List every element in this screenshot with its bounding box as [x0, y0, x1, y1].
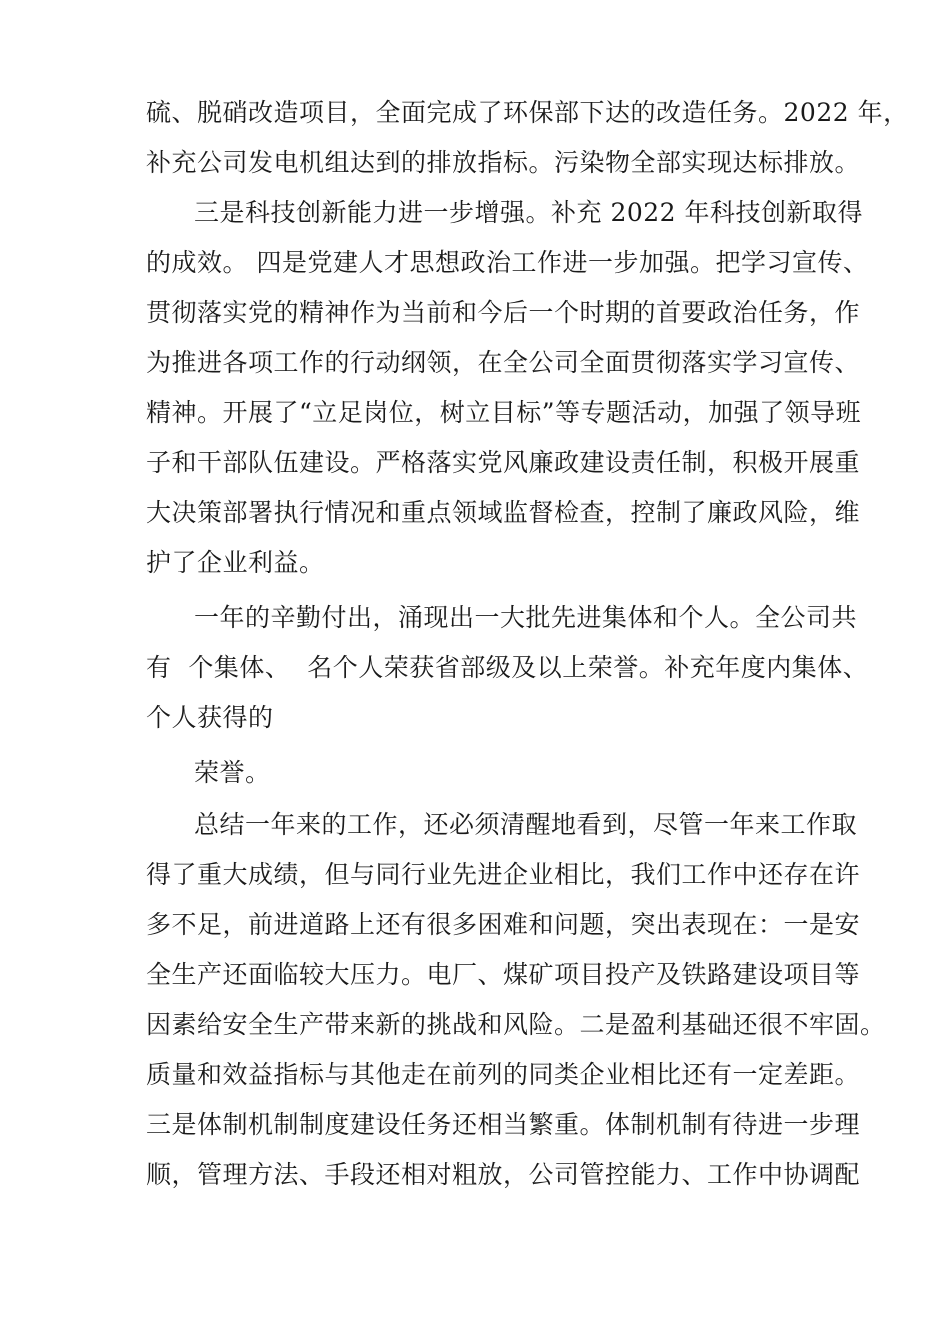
text-line: 子和干部队伍建设。严格落实党风廉政建设责任制，积极开展重: [146, 448, 861, 477]
text-line: 顺，管理方法、手段还相对粗放，公司管控能力、工作中协调配: [146, 1160, 861, 1189]
paragraph-start-line: 三是科技创新能力进一步增强。补充 2022 年科技创新取得: [194, 198, 864, 227]
text-line: 贯彻落实党的精神作为当前和今后一个时期的首要政治任务，作: [146, 298, 861, 327]
text-line: 得了重大成绩，但与同行业先进企业相比，我们工作中还存在许: [146, 860, 861, 889]
text-line: 护了企业利益。: [146, 548, 325, 577]
text-line: 的成效。 四是党建人才思想政治工作进一步加强。把学习宣传、: [146, 248, 869, 277]
text-line: 硫、脱硝改造项目，全面完成了环保部下达的改造任务。2022 年，: [146, 98, 909, 127]
text-line: 因素给安全生产带来新的挑战和风险。二是盈利基础还很不牢固。: [146, 1010, 886, 1039]
text-line: 精神。开展了“立足岗位，树立目标”等专题活动，加强了领导班: [146, 398, 862, 427]
text-line: 为推进各项工作的行动纲领，在全公司全面贯彻落实学习宣传、: [146, 348, 861, 377]
paragraph-start-line: 荣誉。: [194, 758, 271, 787]
text-line: 质量和效益指标与其他走在前列的同类企业相比还有一定差距。: [146, 1060, 861, 1089]
text-line: 三是体制机制制度建设任务还相当繁重。体制机制有待进一步理: [146, 1110, 861, 1139]
text-line: 多不足，前进道路上还有很多困难和问题，突出表现在：一是安: [146, 910, 861, 939]
paragraph-start-line: 一年的辛勤付出，涌现出一大批先进集体和个人。全公司共: [194, 603, 858, 632]
paragraph-start-line: 总结一年来的工作，还必须清醒地看到，尽管一年来工作取: [194, 810, 858, 839]
text-line: 补充公司发电机组达到的排放指标。污染物全部实现达标排放。: [146, 148, 861, 177]
text-line: 个人获得的: [146, 703, 274, 732]
text-line: 全生产还面临较大压力。电厂、煤矿项目投产及铁路建设项目等: [146, 960, 861, 989]
text-line: 大决策部署执行情况和重点领域监督检查，控制了廉政风险，维: [146, 498, 861, 527]
text-line: 有 个集体、 名个人荣获省部级及以上荣誉。补充年度内集体、: [146, 653, 869, 682]
